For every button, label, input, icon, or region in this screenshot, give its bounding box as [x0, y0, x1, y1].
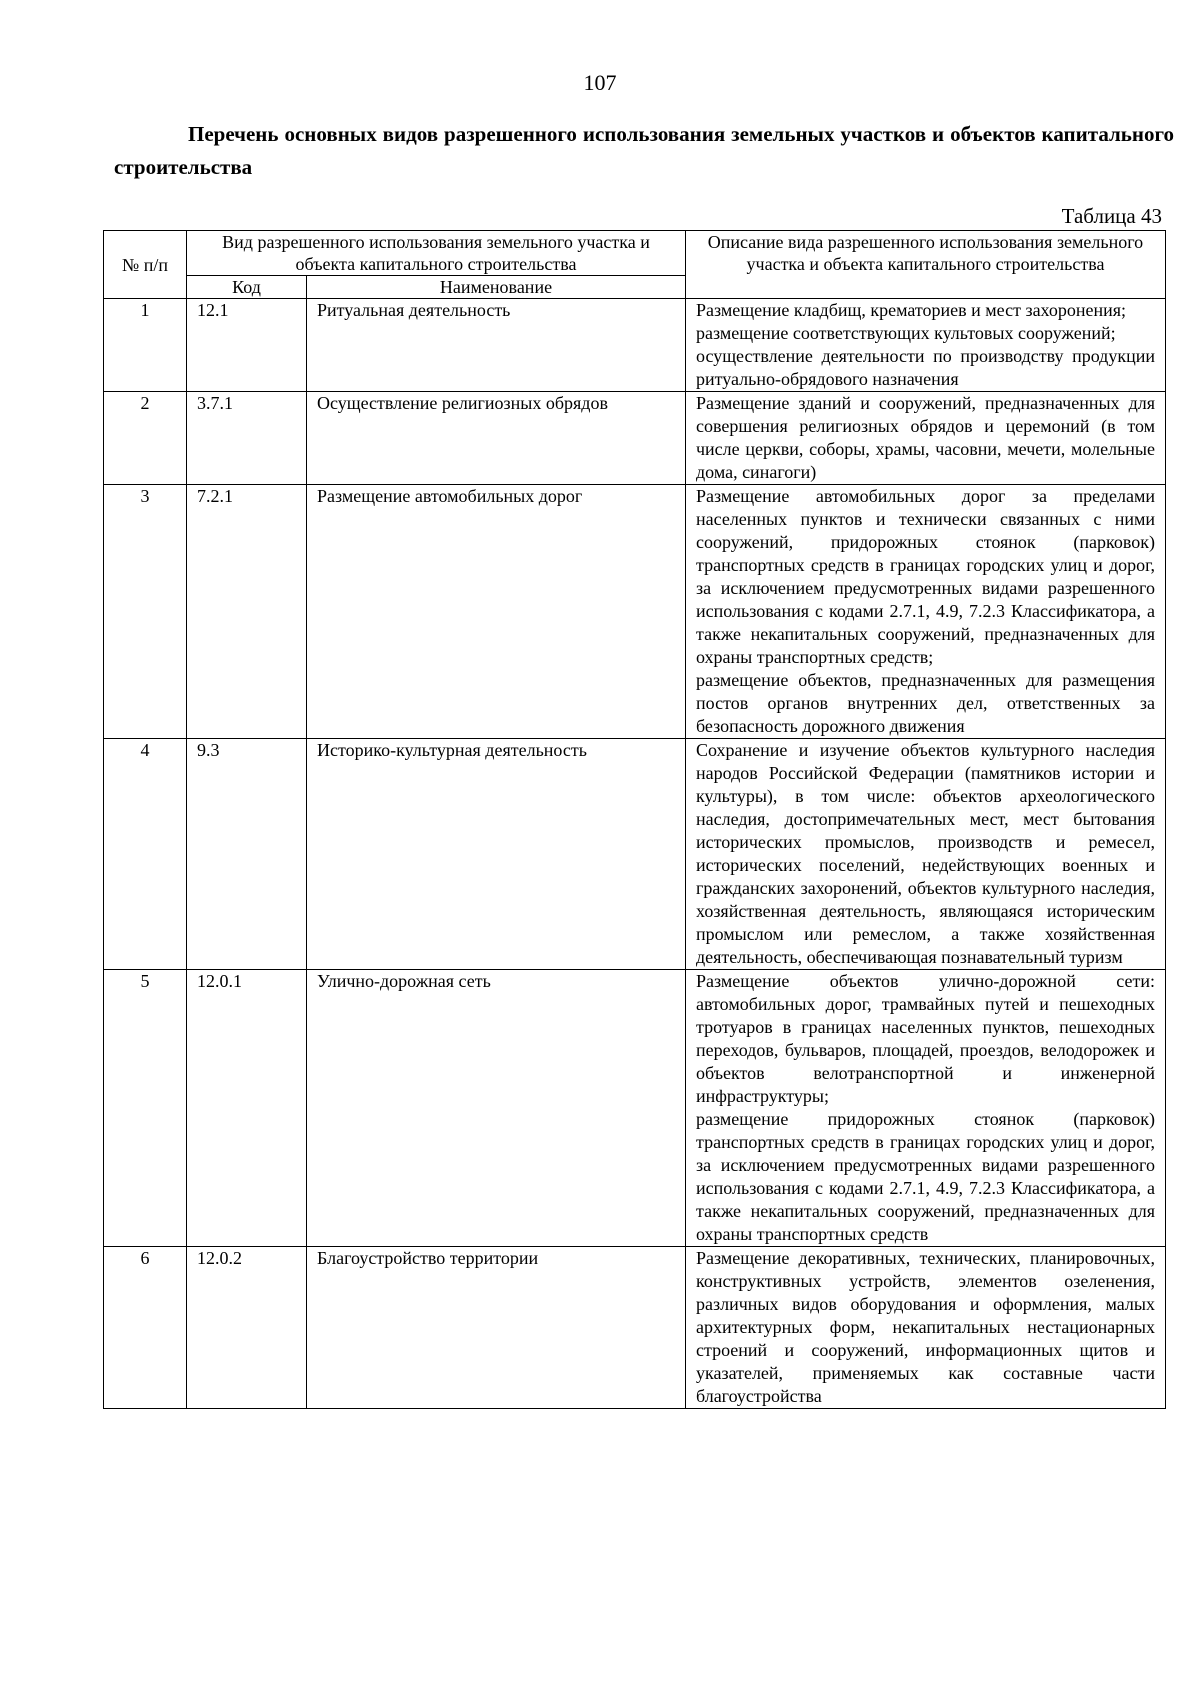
header-name: Наименование	[307, 276, 686, 299]
cell-description	[686, 739, 1166, 970]
description-paragraph: Размещение декоративных, технических, планировочных, конструктивных устройств, элементов озеленения, различных видов оборудования и оформления, малых архитектурных форм, некапитальных нестационарных строений и сооружений, информационных щитов и указателей, применяемых как составные части благоустройства	[696, 1248, 1155, 1406]
header-vid: Вид разрешенного использования земельного участка и объекта капитального строительства	[187, 231, 686, 276]
table-caption: Таблица 43	[1061, 204, 1162, 228]
header-desc: Описание вида разрешенного использования земельного участка и объекта капитального строительства	[686, 231, 1166, 299]
document-title: Перечень основных видов разрешенного использования земельных участков и объектов капитального строительства	[114, 122, 1174, 179]
cell-description	[686, 392, 1166, 485]
table-header	[104, 231, 1166, 299]
table-row	[104, 392, 1166, 485]
table-row	[104, 299, 1166, 392]
header-num: № п/п	[104, 231, 187, 299]
table-row	[104, 485, 1166, 739]
land-use-table	[103, 230, 1166, 1409]
description-paragraph: Размещение кладбищ, крематориев и мест захоронения;	[696, 300, 1127, 320]
cell-name: Осуществление религиозных обрядов	[307, 392, 686, 485]
cell-code: 12.0.2	[187, 1247, 307, 1409]
header-code: Код	[187, 276, 307, 299]
cell-code: 7.2.1	[187, 485, 307, 739]
cell-num: 2	[104, 392, 187, 485]
cell-description	[686, 1247, 1166, 1409]
cell-num: 3	[104, 485, 187, 739]
cell-num: 5	[104, 970, 187, 1247]
cell-description	[686, 299, 1166, 392]
cell-code: 12.1	[187, 299, 307, 392]
description-paragraph: размещение объектов, предназначенных для размещения постов органов внутренних дел, ответственных за безопасность дорожного движения	[696, 670, 1155, 736]
cell-code: 9.3	[187, 739, 307, 970]
description-paragraph: Размещение объектов улично-дорожной сети: автомобильных дорог, трамвайных путей и пешеходных тротуаров в границах населенных пунктов, пешеходных переходов, бульваров, площадей, проездов, велодорожек и объектов велотранспортной и инженерной инфраструктуры;	[696, 971, 1155, 1106]
description-paragraph: Сохранение и изучение объектов культурного наследия народов Российской Федерации (памятников истории и культуры), в том числе: объектов археологического наследия, достопримечательных мест, мест бытования исторических промыслов, производств и ремесел, исторических поселений, недействующих военных и гражданских захоронений, объектов культурного наследия, хозяйственная деятельность, являющаяся историческим промыслом или ремеслом, а также хозяйственная деятельность, обеспечивающая познавательный туризм	[696, 740, 1155, 967]
cell-num: 4	[104, 739, 187, 970]
table-body	[104, 299, 1166, 1409]
description-paragraph: размещение соответствующих культовых сооружений;	[696, 323, 1116, 343]
description-paragraph: Размещение автомобильных дорог за пределами населенных пунктов и технически связанных с ними сооружений, придорожных стоянок (парковок) транспортных средств в границах городских улиц и дорог, за исключением предусмотренных видами разрешенного использования с кодами 2.7.1, 4.9, 7.2.3 Классификатора, а также некапитальных сооружений, предназначенных для охраны транспортных средств;	[696, 486, 1155, 667]
cell-description	[686, 485, 1166, 739]
cell-description	[686, 970, 1166, 1247]
cell-name: Размещение автомобильных дорог	[307, 485, 686, 739]
cell-name: Благоустройство территории	[307, 1247, 686, 1409]
table-row	[104, 1247, 1166, 1409]
cell-name: Ритуальная деятельность	[307, 299, 686, 392]
cell-num: 1	[104, 299, 187, 392]
cell-name: Улично-дорожная сеть	[307, 970, 686, 1247]
cell-name: Историко-культурная деятельность	[307, 739, 686, 970]
cell-code: 3.7.1	[187, 392, 307, 485]
description-paragraph: размещение придорожных стоянок (парковок) транспортных средств в границах городских улиц и дорог, за исключением предусмотренных видами разрешенного использования с кодами 2.7.1, 4.9, 7.2.3 Классификатора, а также некапитальных сооружений, предназначенных для охраны транспортных средств	[696, 1109, 1155, 1244]
description-paragraph: осуществление деятельности по производству продукции ритуально-обрядового назначения	[696, 346, 1155, 389]
table-row	[104, 739, 1166, 970]
description-paragraph: Размещение зданий и сооружений, предназначенных для совершения религиозных обрядов и церемоний (в том числе церкви, соборы, храмы, часовни, мечети, молельные дома, синагоги)	[696, 393, 1155, 482]
table-row	[104, 970, 1166, 1247]
page-number: 107	[583, 70, 617, 95]
cell-code: 12.0.1	[187, 970, 307, 1247]
cell-num: 6	[104, 1247, 187, 1409]
